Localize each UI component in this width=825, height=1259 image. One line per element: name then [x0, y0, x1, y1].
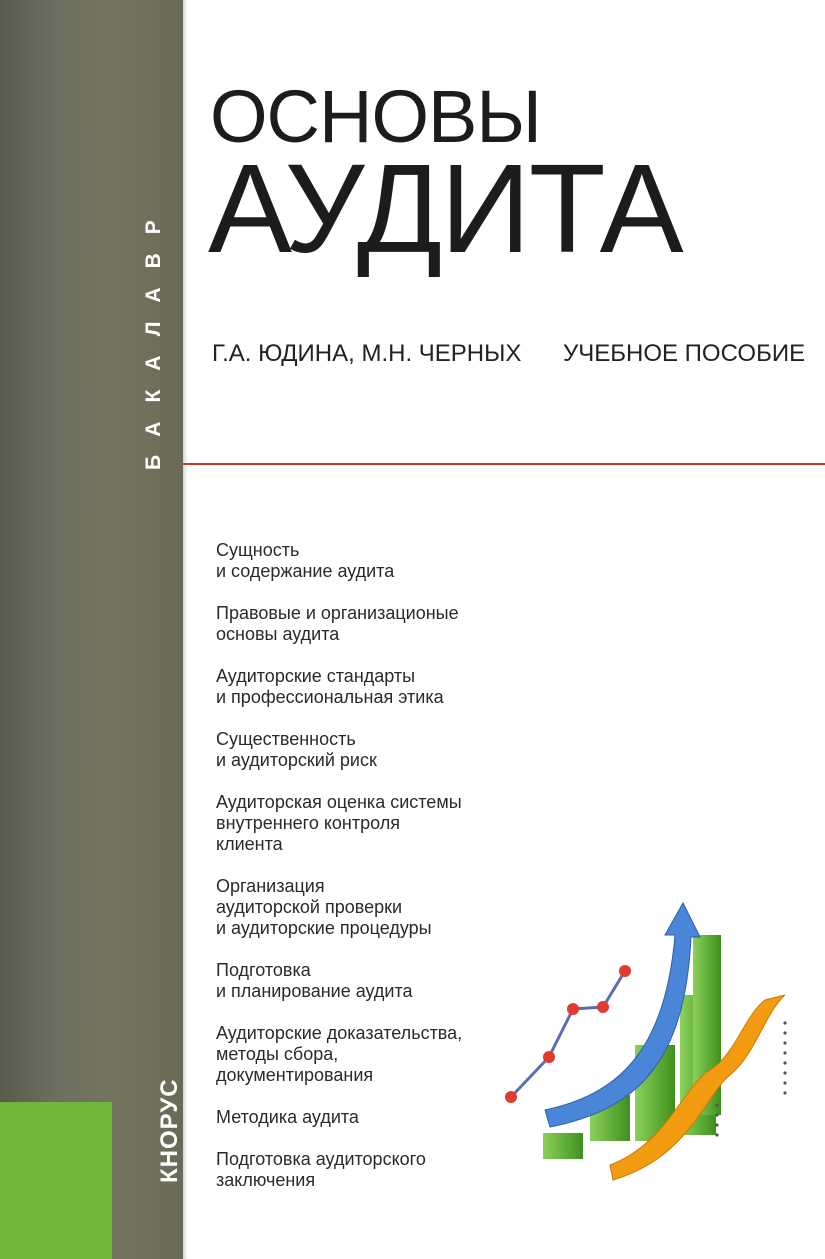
book-kind: УЧЕБНОЕ ПОСОБИЕ — [563, 340, 806, 367]
contents-list — [216, 540, 536, 1212]
growth-chart-illustration — [495, 895, 825, 1195]
bar-chart-icon — [543, 935, 721, 1159]
blue-arrow-icon — [545, 903, 700, 1127]
series-label: БАКАЛАВР — [142, 201, 165, 470]
spine-edge — [183, 0, 188, 1259]
spine-panel — [0, 0, 183, 1259]
list-item: Сущность и содержание аудита — [216, 540, 395, 581]
title-line-2: АУДИТА — [208, 138, 682, 279]
list-item: Аудиторская оценка системы внутреннего контроля клиента — [216, 792, 462, 854]
list-item: Подготовка аудиторского заключения — [216, 1149, 426, 1190]
list-item: Подготовка и планирование аудита — [216, 960, 413, 1001]
list-item: Методика аудита — [216, 1107, 359, 1127]
list-item: Аудиторские стандарты и профессиональная этика — [216, 666, 444, 707]
list-item: Организация аудиторской проверки и аудиторские процедуры — [216, 876, 432, 938]
divider-rule — [183, 463, 825, 465]
spine-green-band — [0, 1102, 112, 1259]
publisher-label: КНОРУС — [156, 1078, 183, 1183]
title-line-1: ОСНОВЫ — [210, 75, 541, 158]
list-item: Правовые и организационые основы аудита — [216, 603, 459, 644]
list-item: Существенность и аудиторский риск — [216, 729, 377, 770]
list-item: Аудиторские доказательства, методы сбора, документирования — [216, 1023, 463, 1085]
authors: Г.А. ЮДИНА, М.Н. ЧЕРНЫХ — [212, 340, 522, 367]
